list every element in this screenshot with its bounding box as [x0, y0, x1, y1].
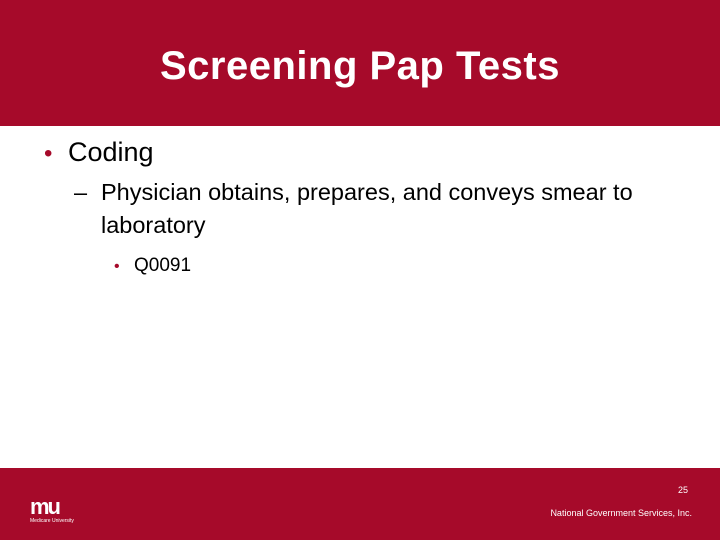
bullet-level-1: [44, 136, 154, 170]
medicare-university-logo: [30, 494, 86, 527]
dash-marker: –: [74, 179, 88, 205]
title-bar: [0, 0, 720, 126]
bullet-text: Coding: [68, 137, 154, 167]
footer-bar: [0, 468, 720, 540]
logo-subtext: Medicare University: [30, 518, 74, 524]
bullet-text: Q0091: [134, 255, 192, 276]
logo-mark: mu: [30, 494, 59, 519]
bullet-level-3: [114, 254, 191, 279]
slide-content: [0, 126, 720, 468]
bullet-text: Physician obtains, prepares, and conveys smear to laboratory: [101, 179, 633, 238]
bullet-marker: •: [114, 258, 120, 275]
page-number: 25: [677, 485, 688, 495]
bullet-level-2: [74, 176, 674, 242]
slide-title: Screening Pap Tests: [159, 44, 560, 88]
company-name: National Government Services, Inc.: [550, 508, 692, 518]
bullet-marker: •: [44, 140, 53, 167]
